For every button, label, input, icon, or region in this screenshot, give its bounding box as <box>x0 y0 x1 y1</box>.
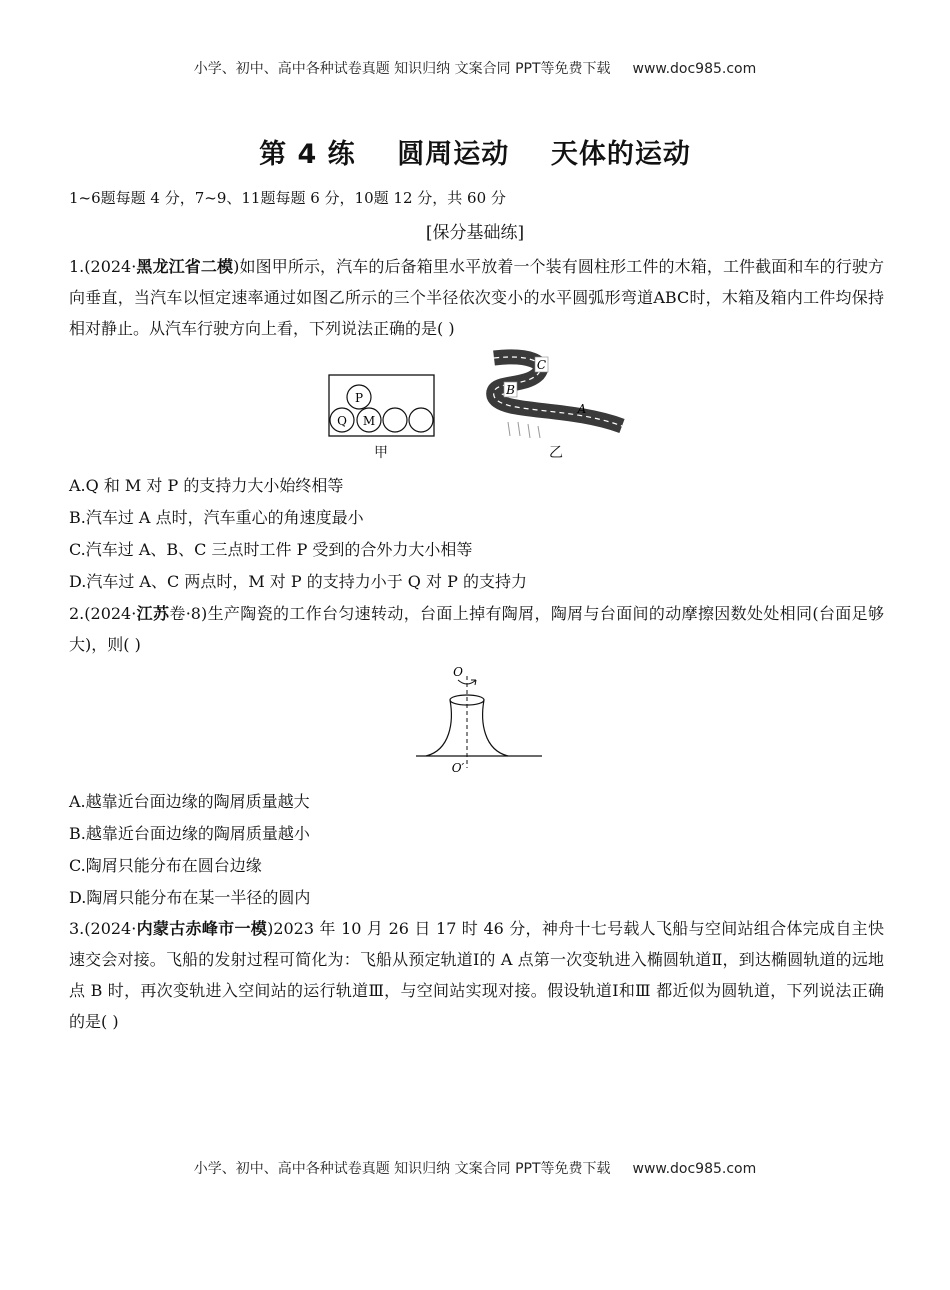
q3-stem: )2023 年 10 月 26 日 17 时 46 分，神舟十七号载人飞船与空间站组合体完成自主快速交会对接。飞船的发射过程可简化为：飞船从预定轨道Ⅰ的 A 点第一次变轨进入椭圆轨道Ⅱ，到达椭圆轨道的远地点 B 时，再次变轨进入空间站的运行轨道Ⅲ，与空间站实现对接。假设轨道Ⅰ和Ⅲ 都近似为圆轨道，下列说法正确的是( ) <box>69 919 884 1031</box>
caption-jia: 甲 <box>374 445 388 461</box>
q1-option-d: D.汽车过 A、C 两点时，M 对 P 的支持力小于 Q 对 P 的支持力 <box>69 572 527 591</box>
page-footer <box>0 1158 950 1178</box>
question-1 <box>69 251 884 344</box>
score-line: 1~6题每题 4 分，7~9、11题每题 6 分，10题 12 分，共 60 分 <box>69 189 506 207</box>
page-title: 第 4 练 圆周运动 天体的运动 <box>259 139 691 170</box>
label-q: Q <box>337 414 347 428</box>
section-heading: [保分基础练] <box>425 223 525 243</box>
header-text: 小学、初中、高中各种试卷真题 知识归纳 文案合同 PPT等免费下载 <box>193 61 611 77</box>
q3-source: 内蒙古赤峰市一模 <box>136 919 268 938</box>
caption-yi: 乙 <box>549 445 563 461</box>
q1-option-a: A.Q 和 M 对 P 的支持力大小始终相等 <box>69 476 344 495</box>
label-o-prime: O′ <box>451 761 465 775</box>
guard-rail <box>508 422 540 438</box>
q1-source: 黑龙江省二模 <box>136 257 234 276</box>
q2-option-b: B.越靠近台面边缘的陶屑质量越小 <box>69 824 310 843</box>
label-c: C <box>536 358 547 372</box>
footer-text: 小学、初中、高中各种试卷真题 知识归纳 文案合同 PPT等免费下载 <box>193 1161 611 1177</box>
figure-yi <box>488 352 628 438</box>
q1-number: 1.(2024· <box>69 257 137 276</box>
q3-number: 3.(2024· <box>69 919 137 938</box>
label-b: B <box>506 383 515 397</box>
label-a: A <box>577 402 587 416</box>
question-2 <box>69 598 884 660</box>
label-m: M <box>362 414 376 428</box>
q2-number: 2.(2024· <box>69 604 137 623</box>
q2-option-d: D.陶屑只能分布在某一半径的圆内 <box>69 888 311 907</box>
footer-site[interactable]: www.doc985.com <box>632 1161 757 1177</box>
page-header <box>0 58 950 78</box>
question-3 <box>69 913 884 1037</box>
q1-option-b: B.汽车过 A 点时，汽车重心的角速度最小 <box>69 508 364 527</box>
cylinder-4 <box>383 408 407 432</box>
label-o: O <box>453 665 463 679</box>
header-site[interactable]: www.doc985.com <box>632 61 757 77</box>
q2-option-c: C.陶屑只能分布在圆台边缘 <box>69 856 262 875</box>
q1-option-c: C.汽车过 A、B、C 三点时工件 P 受到的合外力大小相等 <box>69 540 473 559</box>
figure-jia <box>328 374 436 438</box>
cylinder-5 <box>409 408 433 432</box>
q2-source: 江苏 <box>136 604 170 623</box>
label-p: P <box>354 391 364 405</box>
q2-source-suffix: 卷·8) <box>169 604 208 623</box>
q2-option-a: A.越靠近台面边缘的陶屑质量越大 <box>69 792 310 811</box>
q1-stem: )如图甲所示，汽车的后备箱里水平放着一个装有圆柱形工件的木箱，工件截面和车的行驶方向垂直，当汽车以恒定速率通过如图乙所示的三个半径依次变小的水平圆弧形弯道ABC时，木箱及箱内工件均保持相对静止。从汽车行驶方向上看，下列说法正确的是( ) <box>69 257 884 338</box>
figure-turntable <box>414 662 544 777</box>
q2-stem: 生产陶瓷的工作台匀速转动，台面上掉有陶屑，陶屑与台面间的动摩擦因数处处相同(台面足够大)，则( ) <box>69 604 884 654</box>
